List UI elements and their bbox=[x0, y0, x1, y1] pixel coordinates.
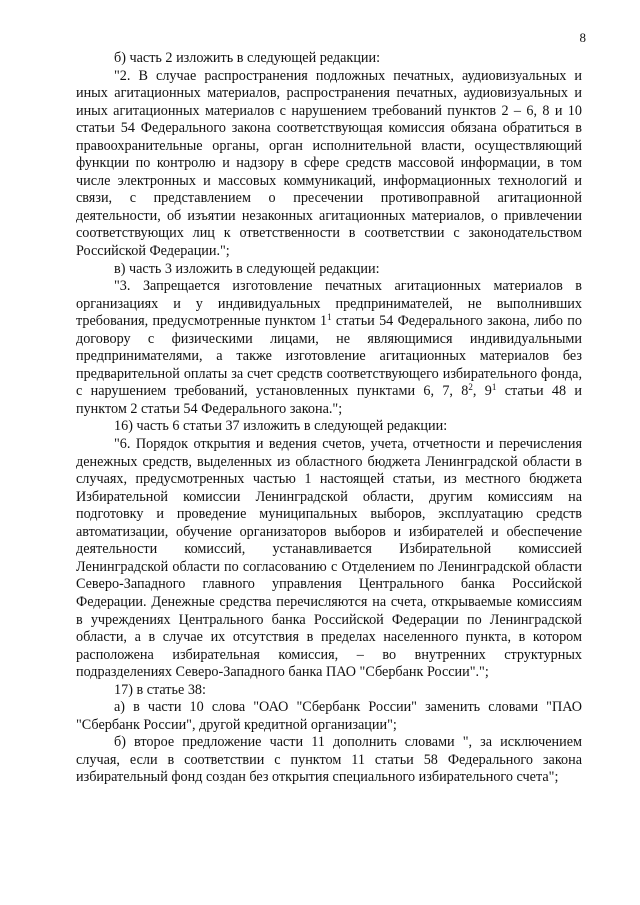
paragraph-a-part-10: а) в части 10 слова "ОАО "Сбербанк России" заменить словами "ПАО "Сбербанк России", другой кредитной организации"; bbox=[76, 699, 582, 733]
paragraph-part-6-text: "6. Порядок открытия и ведения счетов, учета, отчетности и перечисления денежных средств, выделенных из областного бюджета Ленинградской области в случаях, предусмотренных частью 1 настоящей статьи, из местного бюджета Избирательной комиссии Ленинградской области, другим комиссиям на подготовку и проведение муниципальных выборов, эксплуатацию средств автоматизации, обучение организаторов выборов и избирателей и обеспечение деятельности комиссий, устанавливается Избирательной комиссией Ленинградской области по согласованию с Отделением по Ленинградской области Северо-Западного главного управления Центрального банка Российской Федерации. Денежные средства перечисляются на счета, открываемые комиссиям в учреждениях Центрального банка Российской Федерации по Ленинградской области, а в случае их отсутствия в пределах населенного пункта, в котором расположена избирательная комиссия, – во внутренних структурных подразделениях Северо-Западного банка ПАО "Сбербанк России"."; bbox=[76, 436, 582, 681]
paragraph-b-part-2-heading: б) часть 2 изложить в следующей редакции: bbox=[114, 50, 381, 66]
page-number: 8 bbox=[579, 30, 586, 45]
paragraph-b-part-11: б) второе предложение части 11 дополнить словами ", за исключением случая, если в соответствии с пунктом 11 статьи 58 Федерального закона избирательный фонд создан без открытия специального избирательного счета"; bbox=[76, 734, 582, 786]
text-run: , 9 bbox=[472, 383, 492, 400]
paragraph-part-3-text bbox=[76, 278, 582, 418]
paragraph-17-heading: 17) в статье 38: bbox=[114, 681, 206, 698]
document-body bbox=[76, 50, 582, 787]
superscript: 1 bbox=[327, 312, 332, 323]
paragraph-v-part-3-heading: в) часть 3 изложить в следующей редакции: bbox=[114, 260, 380, 277]
text-run: "3. Запрещается изготовление печатных агитационных материалов в организациях и у индивидуальных предпринимателей, не выполнивших требования, предусмотренные пунктом 1 bbox=[76, 278, 582, 330]
text-run: статьи 54 Федерального закона, либо по договору с физическими лицами, не являющимися индивидуальными предпринимателями, а также изготовление агитационных материалов без предварительной оплаты за счет средств соответствующего избирательного фонда, с нарушением требований, установленных пунктами 6, 7, 8 bbox=[76, 313, 582, 400]
text-run: статьи 48 и пунктом 2 статьи 54 Федерального закона."; bbox=[76, 383, 582, 417]
superscript: 2 bbox=[468, 382, 473, 393]
paragraph-16-heading: 16) часть 6 статьи 37 изложить в следующей редакции: bbox=[114, 418, 448, 435]
superscript: 1 bbox=[491, 382, 497, 393]
paragraph-part-2-text: "2. В случае распространения подложных печатных, аудиовизуальных и иных агитационных материалов, распространения печатных, аудиовизуальных и иных агитационных материалов с нарушением требований пунктов 2 – 6, 8 и 10 статьи 54 Федерального закона соответствующая комиссия обязана обратиться в правоохранительные органы, орган исполнительной власти, осуществляющий функции по контролю и надзору в сфере средств массовой информации, в том числе электронных и массовых коммуникаций, информационных технологий и связи, с представлением о пресечении противоправной агитационной деятельности, об изъятии незаконных агитационных материалов, о привлечении соответствующих лиц к ответственности в соответствии с законодательством Российской Федерации."; bbox=[76, 67, 582, 260]
